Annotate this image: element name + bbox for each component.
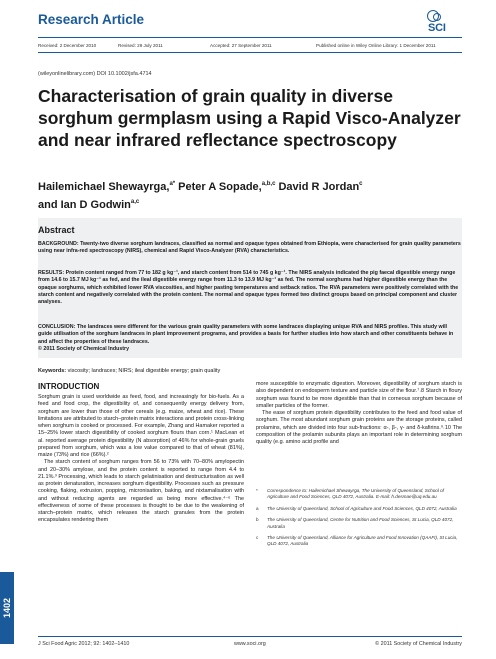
author-list: [38, 177, 462, 212]
published-date: Published online in Wiley Online Library: 1 December 2011: [316, 43, 436, 48]
author-name[interactable]: and Ian D Godwin: [38, 198, 131, 211]
introduction-heading: INTRODUCTION: [38, 382, 100, 391]
footnote: [256, 506, 462, 512]
background-text: Twenty-two diverse sorghum landraces, classified as normal and opaque types obtained from Ethiopia, were characterised for grain quality parameters using near infra-red spectroscopy (NIRS), chemical and Rapid Visco-Analyzer (RVA) characteristics.: [38, 241, 461, 255]
abstract-conclusion: [38, 324, 462, 353]
author-name[interactable]: Hailemichael Shewayrga,: [38, 181, 170, 193]
results-text: Protein content ranged from 77 to 182 g kg⁻¹, and starch content from 514 to 745 g kg⁻¹. The NIRS analysis indicated the pig faecal digestible energy range from 14.6 to 15.7 MJ kg⁻¹ as fed, and the ileal digestible energy range from 11.3 to 13.9 MJ kg⁻¹ as fed. The normal sorghums had higher digestible energy than the opaque sorghums, which exhibited lower RVA viscosities, and higher pasting temperatures and setback ratios. The RVA parameters were positively correlated with the starch content and negatively correlated with the protein content. The normal and opaque types formed two distinct groups based on principal component and cluster analyses.: [38, 270, 459, 306]
affiliation-footnotes: [256, 488, 462, 553]
dates-rule: [38, 52, 462, 53]
author-affiliation: a*: [169, 181, 176, 187]
footer-copyright: © 2011 Society of Chemical Industry: [375, 641, 462, 647]
revised-date: Revised: 29 July 2011: [118, 43, 163, 48]
footer-rule: [38, 636, 462, 637]
body-paragraph: The ease of sorghum protein digestibility contributes to the feed and food value of sorghum. The most abundant sorghum grain proteins are the storage proteins, called prolamins, which are divided into four sub-fractions: α-, β-, γ- and δ-kafirins.⁹˒10 The composition of the prolamin subunits plays an important role in determining sorghum quality (e.g. amino acid profile and: [256, 410, 462, 445]
background-label: BACKGROUND:: [38, 241, 79, 247]
footnote: [256, 517, 462, 530]
logo-circle-inner: [433, 13, 441, 21]
body-paragraph: more susceptible to enzymatic digestion. Moreover, digestibility of sorghum starch is also dependent on endosperm texture and particle size of the flour.⁷˒8 Starch in floury sorghum was found to be more digestible than that in corneous sorghum because of smaller particles of the former.: [256, 381, 462, 409]
author-name[interactable]: Peter A Sopade,: [175, 181, 262, 193]
abstract-heading: Abstract: [38, 225, 75, 235]
journal-citation: J Sci Food Agric 2012; 92: 1402–1410: [38, 641, 130, 647]
page-number-tab: [0, 572, 14, 644]
body-paragraph: The starch content of sorghum ranges from 56 to 73% with 70–80% amylopectin and 20–30% amylose, and the protein content is reported to range from 4.4 to 21.1%.³ Processing, which leads to starch gelatinisation and destructurisation as well as protein denaturation, increases sorghum digestibility. Processes such as pressure cooking, flaking, extrusion, popping, micronisation, baking, and nixtamalisation with and without reducing agents are regarded as being more effective.⁴⁻⁶ The effectiveness of some of these processes is thought to be due to the weakening of starch–protein matrix, which releases the starch granules from the protein encapsulates rendering them: [38, 459, 244, 524]
article-title: Characterisation of grain quality in diverse sorghum germplasm using a Rapid Visco-Analyzer and near infrared reflectance spectroscopy: [38, 86, 461, 150]
article-type-label: Research Article: [38, 12, 145, 27]
abstract-results: [38, 270, 462, 306]
conclusion-text: The landraces were different for the various grain quality parameters with some landraces displaying unique RVA and NIRS profiles. This study will guide utilisation of the sorghum landraces in plant improvement programs, and provides a basis for further studies into how starch and other constituents behave in and affect the properties of these landraces.: [38, 324, 454, 345]
author-affiliation: a,b,c: [261, 181, 276, 187]
footnote: [256, 535, 462, 548]
body-column-right: [256, 381, 462, 478]
received-date: Received: 2 December 2010: [38, 43, 97, 48]
footnote-text: The University of Queensland, School of Agriculture and Food Sciences, QLD 4072, Australia: [267, 505, 457, 511]
page-number: 1402: [2, 597, 12, 619]
logo-text: SCI: [428, 22, 446, 34]
footnote-mark: c: [256, 535, 259, 541]
keywords-line: [38, 368, 220, 374]
footnote-mark: a: [256, 505, 259, 511]
results-label: RESULTS:: [38, 270, 65, 276]
body-column-left: [38, 394, 244, 639]
header-rule: [38, 37, 462, 38]
keywords-text: viscosity; landraces; NIRS; ileal digestible energy; grain quality: [66, 368, 221, 374]
footnote-text: The University of Queensland, Centre for Nutrition and Food Sciences, St Lucia, QLD 4072, Australia: [267, 517, 454, 529]
conclusion-label: CONCLUSION:: [38, 324, 76, 330]
abstract-background: [38, 241, 462, 256]
author-affiliation: c: [359, 181, 363, 187]
footnote-text: Correspondence to: Hailemichael Shewayrga, The University of Queensland, School of Agriculture and Food Sciences, QLD 4072, Australia. E-mail: h.desmae@uq.edu.au: [267, 488, 444, 500]
footnote-mark: b: [256, 517, 259, 523]
sci-logo: [425, 9, 461, 35]
footnote-mark: *: [256, 488, 258, 493]
footnote: [256, 488, 462, 501]
society-url[interactable]: www.soci.org: [234, 641, 266, 647]
doi-line[interactable]: (wileyonlinelibrary.com) DOI 10.1002/jsfa.4714: [38, 71, 152, 77]
keywords-label: Keywords:: [38, 368, 67, 374]
abstract-copyright: © 2011 Society of Chemical Industry: [38, 345, 130, 352]
footnote-text: The University of Queensland, Alliance for Agriculture and Food Innovation (QAAFI), St Lucia, QLD 4072, Australia: [267, 535, 458, 547]
accepted-date: Accepted: 27 September 2011: [210, 43, 272, 48]
body-paragraph: Sorghum grain is used worldwide as feed, food, and increasingly for bio-fuels. As a feed and food crop, the digestibility of, and consequently energy delivery from, sorghum are lower than those of other cereals (e.g. maize, wheat and rice). These limitations are attributed to starch–protein matrix interactions and protein cross-linking when sorghum is cooked or processed. For example, Zhang and Hamaker reported a 15–25% lower starch digestibility of cooked sorghum flours than corn.¹ MacLean et al. reported average protein digestibility (N absorption) of 46% for whole-grain gruels prepared from sorghum, which was a low value compared to that of wheat (81%), maize (73%) and rice (66%).²: [38, 394, 244, 458]
author-affiliation: a,c: [130, 198, 140, 205]
author-name[interactable]: David R Jordan: [275, 181, 360, 193]
